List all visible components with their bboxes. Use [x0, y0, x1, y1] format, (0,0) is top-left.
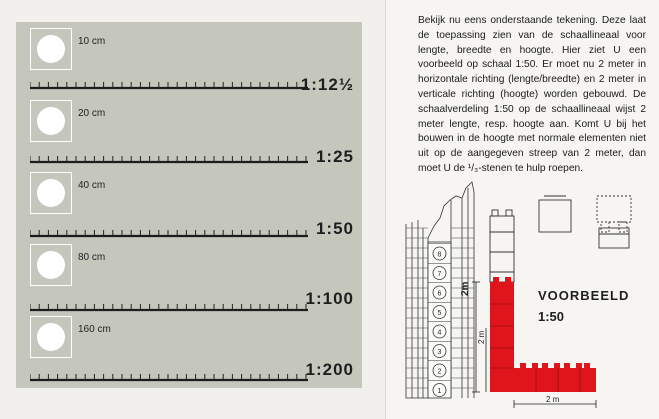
ruler-line: [30, 226, 308, 238]
stud-number: 1: [437, 388, 442, 395]
length-label: 40 cm: [78, 180, 106, 191]
example-title: VOORBEELD: [538, 288, 630, 303]
scale-row: [16, 94, 362, 166]
dimension-label-horizontal: 2 m: [546, 395, 560, 404]
scale-row: [16, 238, 362, 310]
scale-label: 1:50: [315, 219, 354, 238]
brick-stud-icon: [30, 172, 72, 214]
brick-stud-icon: [30, 100, 72, 142]
brick-stud-icon: [30, 28, 72, 70]
scale-label: 1:100: [305, 289, 354, 308]
dotted-brick-outline: [597, 196, 631, 232]
length-label: 10 cm: [78, 36, 106, 47]
explanation-paragraph: Bekijk nu eens onderstaande tekening. Deze laat de toepassing zien van de schaallineaal voor lengte, breedte en hoogte. Hier ziet U een voorbeeld op schaal 1:50. Er moet nu 2 meter in horizontale richting (lengte/breedte) en 2 meter in verticale richting (hoogte) worden gebouwd. De schaalverdeling 1:50 op de schaallineaal wijst 2 meter lengte, resp. hoogte aan. Komt U bij het bouwen in de hoogte met normale elementen niet uit op de aangegeven streep van 2 meter, dan moet U de ¹/₃-stenen te hulp roepen.: [418, 15, 646, 174]
scale-row: [16, 22, 362, 94]
stud-number: 2: [437, 368, 442, 376]
length-label: 80 cm: [78, 252, 106, 263]
right-page: [386, 0, 659, 419]
stud-number: 5: [437, 310, 442, 317]
dimension-label-vertical: 2 m: [477, 330, 486, 344]
top-view-brick: [539, 196, 571, 232]
numbered-brick-column: [428, 242, 451, 398]
brick-tower-outline: [490, 210, 514, 282]
ruler-line: [30, 370, 308, 382]
ruler-line: [30, 78, 308, 90]
scale-row: [16, 310, 362, 382]
stud-number: 3: [437, 349, 442, 356]
stud-number: 6: [437, 290, 442, 298]
stud-number: 4: [437, 329, 442, 337]
base-brick-outline: [599, 228, 629, 248]
ruler-line: [30, 152, 308, 164]
scale-ruler-panel: [16, 22, 362, 388]
brick-stud-icon: [30, 316, 72, 358]
length-label: 160 cm: [78, 324, 111, 335]
brick-stud-icon: [30, 244, 72, 286]
scale-label: 1:200: [305, 360, 354, 379]
example-scale: 1:50: [538, 309, 565, 324]
dimension-label-bold: 2m: [460, 281, 471, 296]
stud-number: 8: [437, 251, 442, 259]
length-label: 20 cm: [78, 108, 106, 119]
stud-number: 7: [437, 271, 442, 278]
scale-label: 1:12½: [300, 75, 354, 94]
scale-label: 1:25: [315, 147, 354, 166]
scale-row: [16, 166, 362, 238]
